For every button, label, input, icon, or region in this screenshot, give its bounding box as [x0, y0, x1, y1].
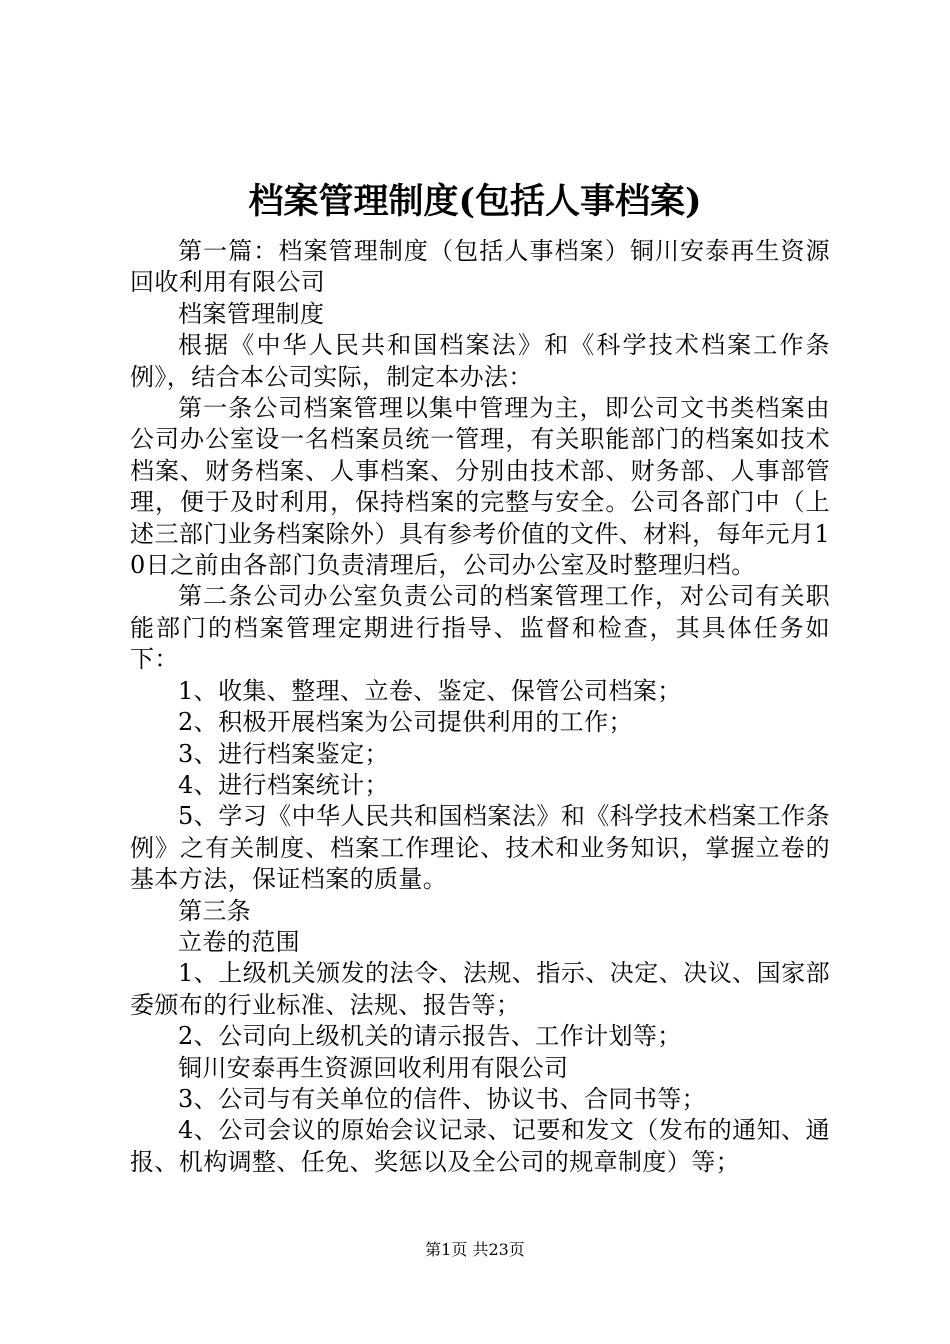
list-item: 2、积极开展档案为公司提供利用的工作；	[178, 708, 633, 737]
section-heading: 第三条	[178, 896, 252, 925]
page-number-footer: 第1页 共23页	[425, 1240, 525, 1259]
list-item: 3、进行档案鉴定；	[178, 739, 389, 768]
paragraph: 第一条公司档案管理以集中管理为主，即公司文书类档案由公司办公室设一名档案员统一管理，有关职能部门的档案如技术档案、财务档案、人事档案、分别由技术部、财务部、人事部管理，便于及时利用，保持档案的完整与安全。公司各部门中（上述三部门业务档案除外）具有参考价值的文件、材料，每年元月10日之前由各部门负责清理后，公司办公室及时整理归档。	[130, 394, 830, 580]
list-item: 4、进行档案统计；	[178, 770, 389, 799]
paragraph: 第一篇：档案管理制度（包括人事档案）铜川安泰再生资源回收利用有限公司	[130, 237, 830, 297]
document-title: 档案管理制度(包括人事档案)	[248, 181, 702, 222]
list-item: 2、公司向上级机关的请示报告、工作计划等；	[178, 1022, 682, 1051]
paragraph: 第二条公司办公室负责公司的档案管理工作，对公司有关职能部门的档案管理定期进行指导、监督和检查，其具体任务如下：	[130, 582, 830, 674]
list-item: 5、学习《中华人民共和国档案法》和《科学技术档案工作条例》之有关制度、档案工作理论、技术和业务知识，掌握立卷的基本方法，保证档案的质量。	[130, 802, 830, 894]
paragraph: 根据《中华人民共和国档案法》和《科学技术档案工作条例》，结合本公司实际，制定本办法：	[130, 331, 830, 391]
paragraph: 档案管理制度	[178, 299, 325, 328]
list-item: 3、公司与有关单位的信件、协议书、合同书等；	[178, 1084, 707, 1113]
paragraph: 铜川安泰再生资源回收利用有限公司	[178, 1053, 569, 1082]
document-body	[130, 236, 830, 1178]
list-item: 1、上级机关颁发的法令、法规、指示、决定、决议、国家部委颁布的行业标准、法规、报告等；	[130, 959, 830, 1019]
section-heading: 立卷的范围	[178, 927, 300, 956]
list-item: 1、收集、整理、立卷、鉴定、保管公司档案；	[178, 676, 682, 705]
list-item: 4、公司会议的原始会议记录、记要和发文（发布的通知、通报、机构调整、任免、奖惩以及全公司的规章制度）等；	[130, 1116, 830, 1176]
